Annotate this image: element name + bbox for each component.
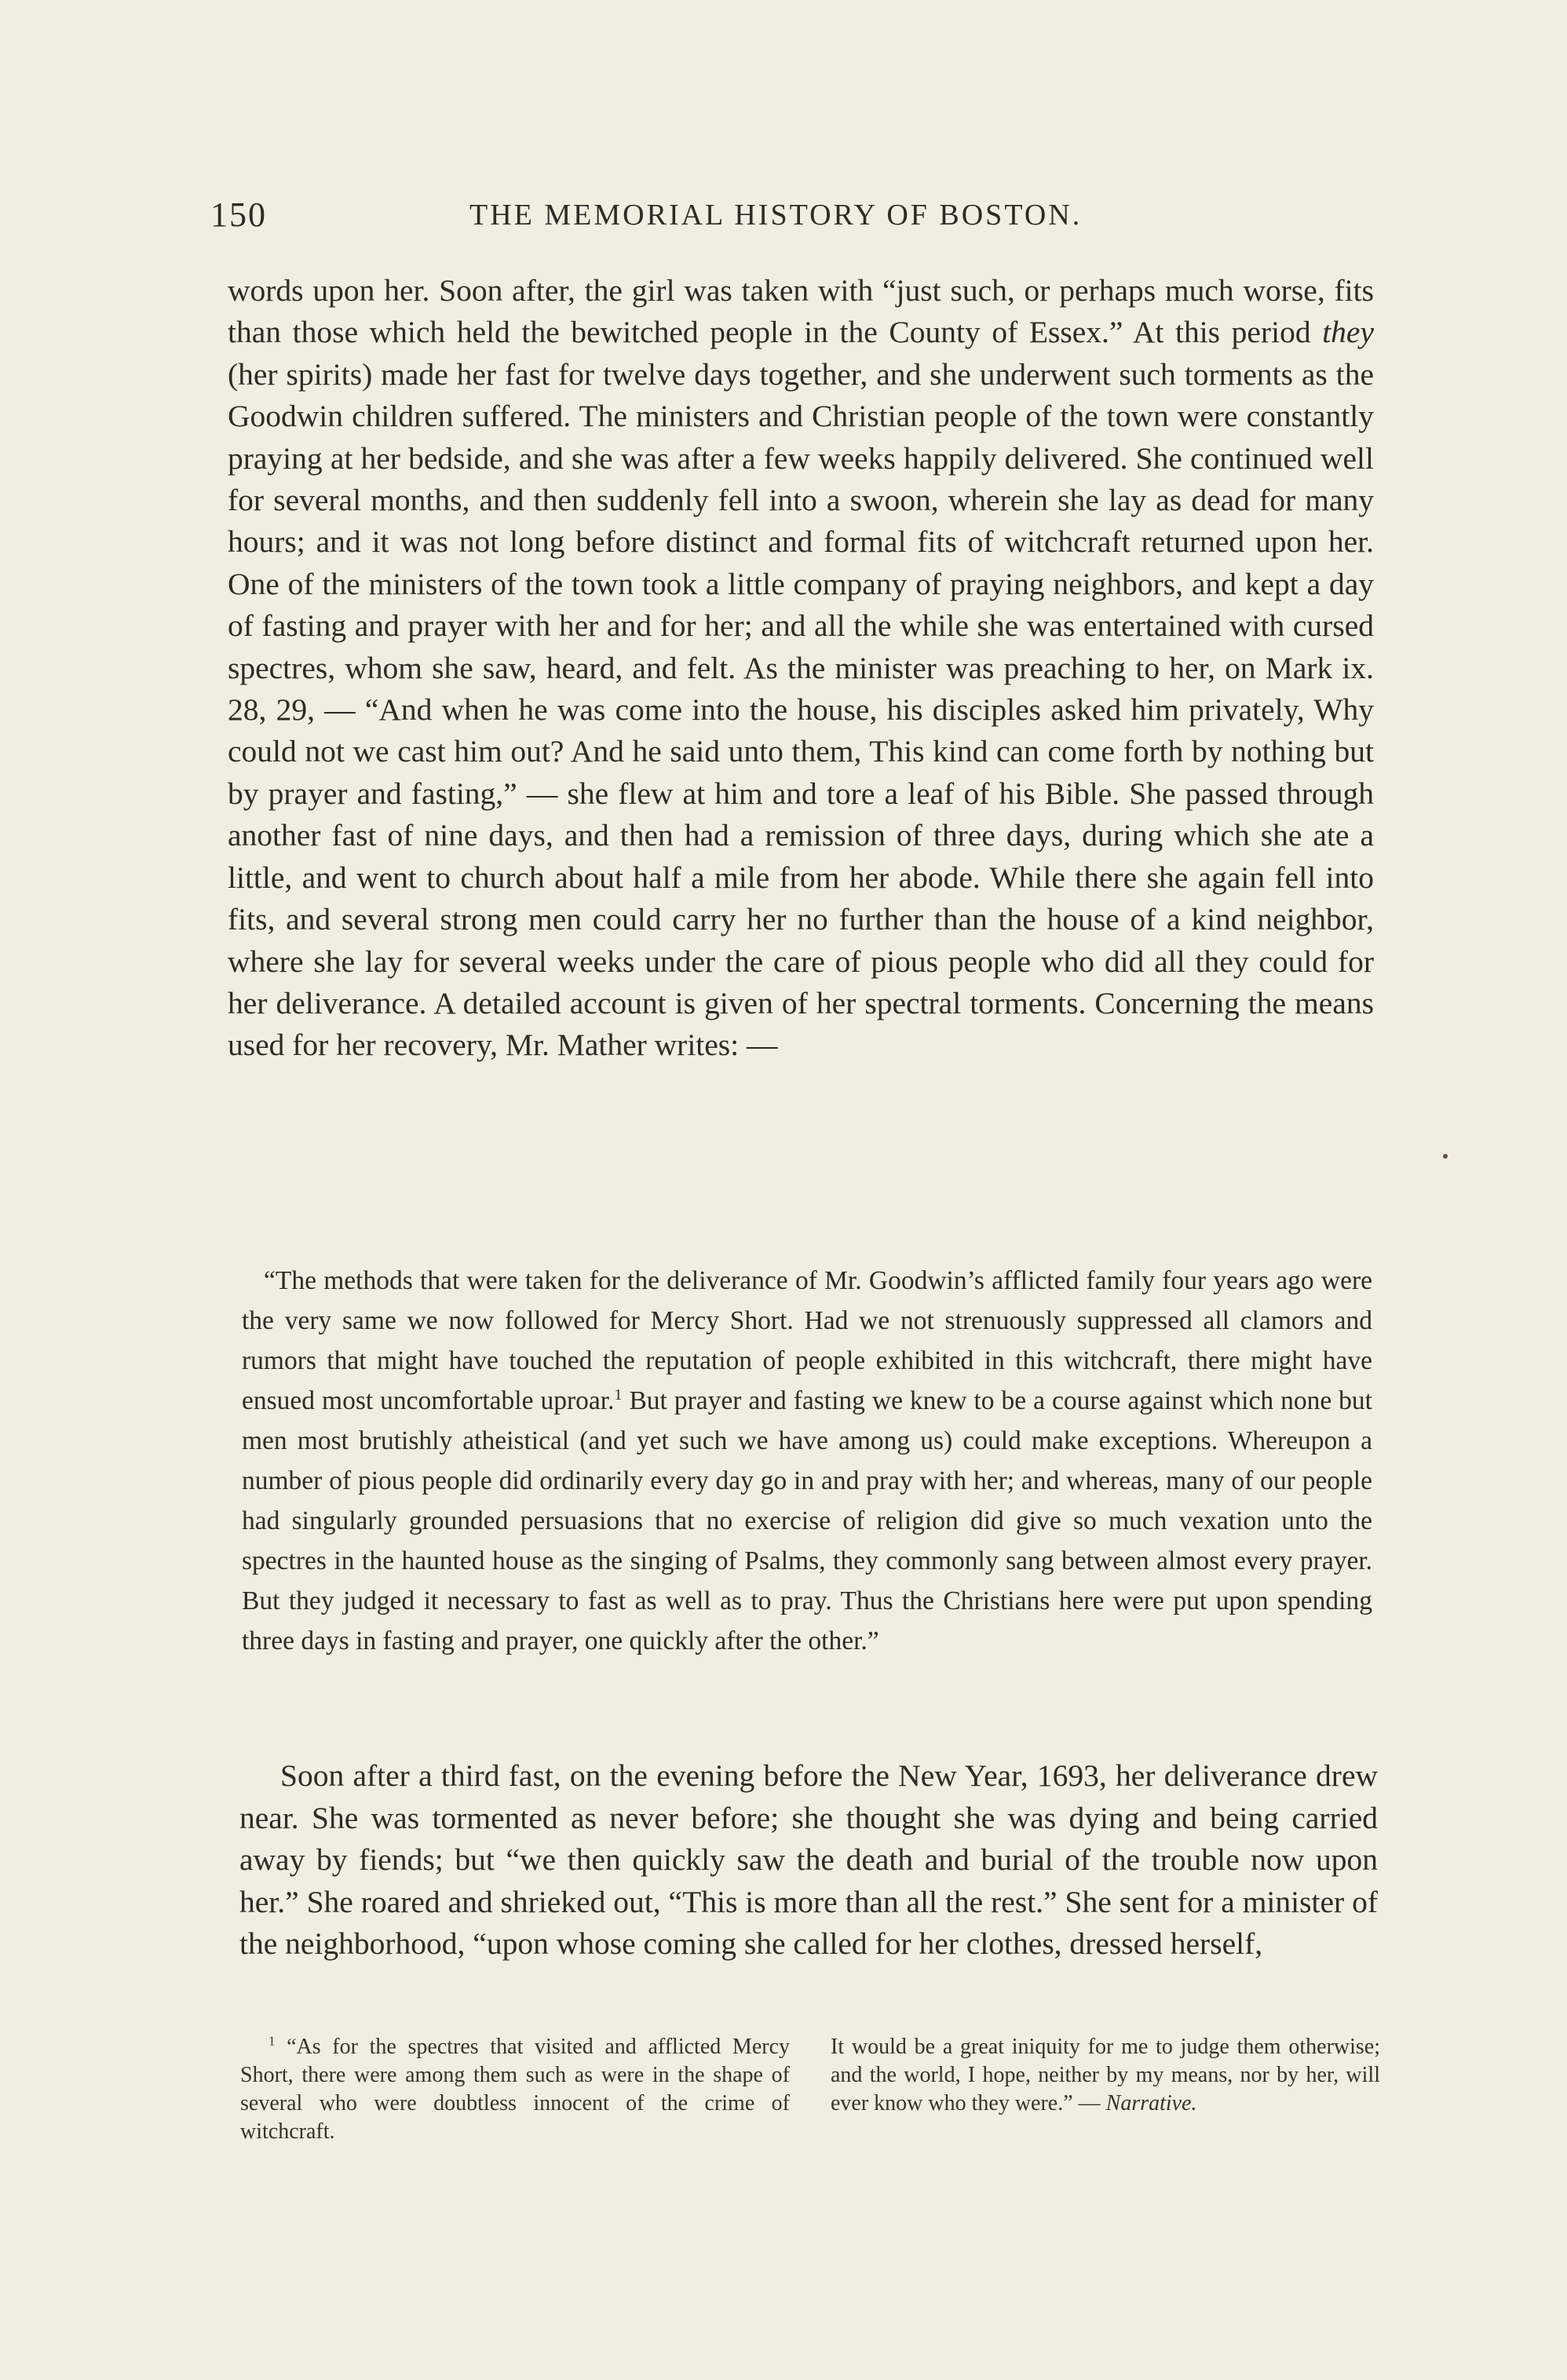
quote-text-part-1: “The methods that were taken for the deliverance of Mr. Goodwin’s afflicted family four years ago were the very same we now followed for Mercy Short. Had we not strenuously suppressed all clamors and rumors that might have touched the reputation of people exhibited in this witchcraft, there might have ensued most uncomfortable uproar. [242, 1266, 1372, 1415]
emphasis-they: they [1322, 315, 1374, 350]
footnote-text-1: “As for the spectres that visited and afflicted Mercy Short, there were among them such as were in the shape of several who were doubtless innocent of the crime of witchcraft. [240, 2035, 791, 2144]
quote-text-part-2: But prayer and fasting we knew to be a course against which none but men most brutishly atheistical (and yet such we have among us) could make exceptions. Whereupon a number of pious people did ordinarily every day go in and pray with her; and whereas, many of our people had singularly grounded persuasions that no exercise of religion did give so much vexation unto the spectres in the haunted house as the singing of Psalms, they commonly sang between almost every prayer. But they judged it necessary to fast as well as to pray. Thus the Christians here were put upon spending three days in fasting and prayer, one quickly after the other.” [242, 1386, 1372, 1655]
body-paragraph [228, 270, 1374, 1067]
margin-mark [1443, 1154, 1448, 1159]
footnote-reference: 1 [614, 1385, 623, 1404]
page-number: 150 [210, 195, 267, 234]
footnote-number: 1 [268, 2033, 276, 2049]
body-paragraph-2: Soon after a third fast, on the evening before the New Year, 1693, her deliverance drew near. She was tormented as never before; she thought she was dying and being carried away by fiends; but “we then quickly saw the death and burial of the trouble now upon her.” She roared and shrieked out, “This is more than all the rest.” She sent for a minister of the neighborhood, “upon whose coming she called for her clothes, dressed herself, [239, 1758, 1378, 1961]
footnote-column-1 [240, 2033, 790, 2146]
footnote [240, 2033, 1380, 2146]
footnote-text-2: It would be a great iniquity for me to judge them otherwise; and the world, I hope, neither by my means, nor by her, will ever know who they were.” — [831, 2035, 1380, 2115]
body-text-part-2: (her spirits) made her fast for twelve days together, and she underwent such torments as the Goodwin children suffered. The ministers and Christian people of the town were constantly praying at her bedside, and she was after a few weeks happily delivered. She continued well for several months, and then suddenly fell into a swoon, wherein she lay as dead for many hours; and it was not long before distinct and formal fits of witchcraft returned upon her. One of the ministers of the town took a little company of praying neighbors, and kept a day of fasting and prayer with her and for her; and all the while she was entertained with cursed spectres, whom she saw, heard, and felt. As the minister was preaching to her, on Mark ix. 28, 29, — “And when he was come into the house, his disciples asked him privately, Why could not we cast him out? And he said unto them, This kind can come forth by nothing but by prayer and fasting,” — she flew at him and tore a leaf of his Bible. She passed through another fast of nine days, and then had a remission of three days, during which she ate a little, and went to church about half a mile from her abode. While there she again fell into fits, and several strong men could carry her no further than the house of a kind neighbor, where she lay for several weeks under the care of pious people who did all they could for her deliverance. A detailed account is given of her spectral torments. Concerning the means used for her recovery, Mr. Mather writes: — [228, 356, 1374, 1063]
running-head [210, 195, 1385, 242]
book-title: THE MEMORIAL HISTORY OF BOSTON. [469, 199, 1083, 232]
footnote-source: Narrative. [1105, 2091, 1197, 2115]
footnote-column-2 [831, 2033, 1380, 2146]
body-text-part-1: words upon her. Soon after, the girl was taken with “just such, or perhaps much worse, fits than those which held the bewitched people in the County of Essex.” At this period [228, 273, 1374, 350]
block-quote [242, 1261, 1372, 1661]
